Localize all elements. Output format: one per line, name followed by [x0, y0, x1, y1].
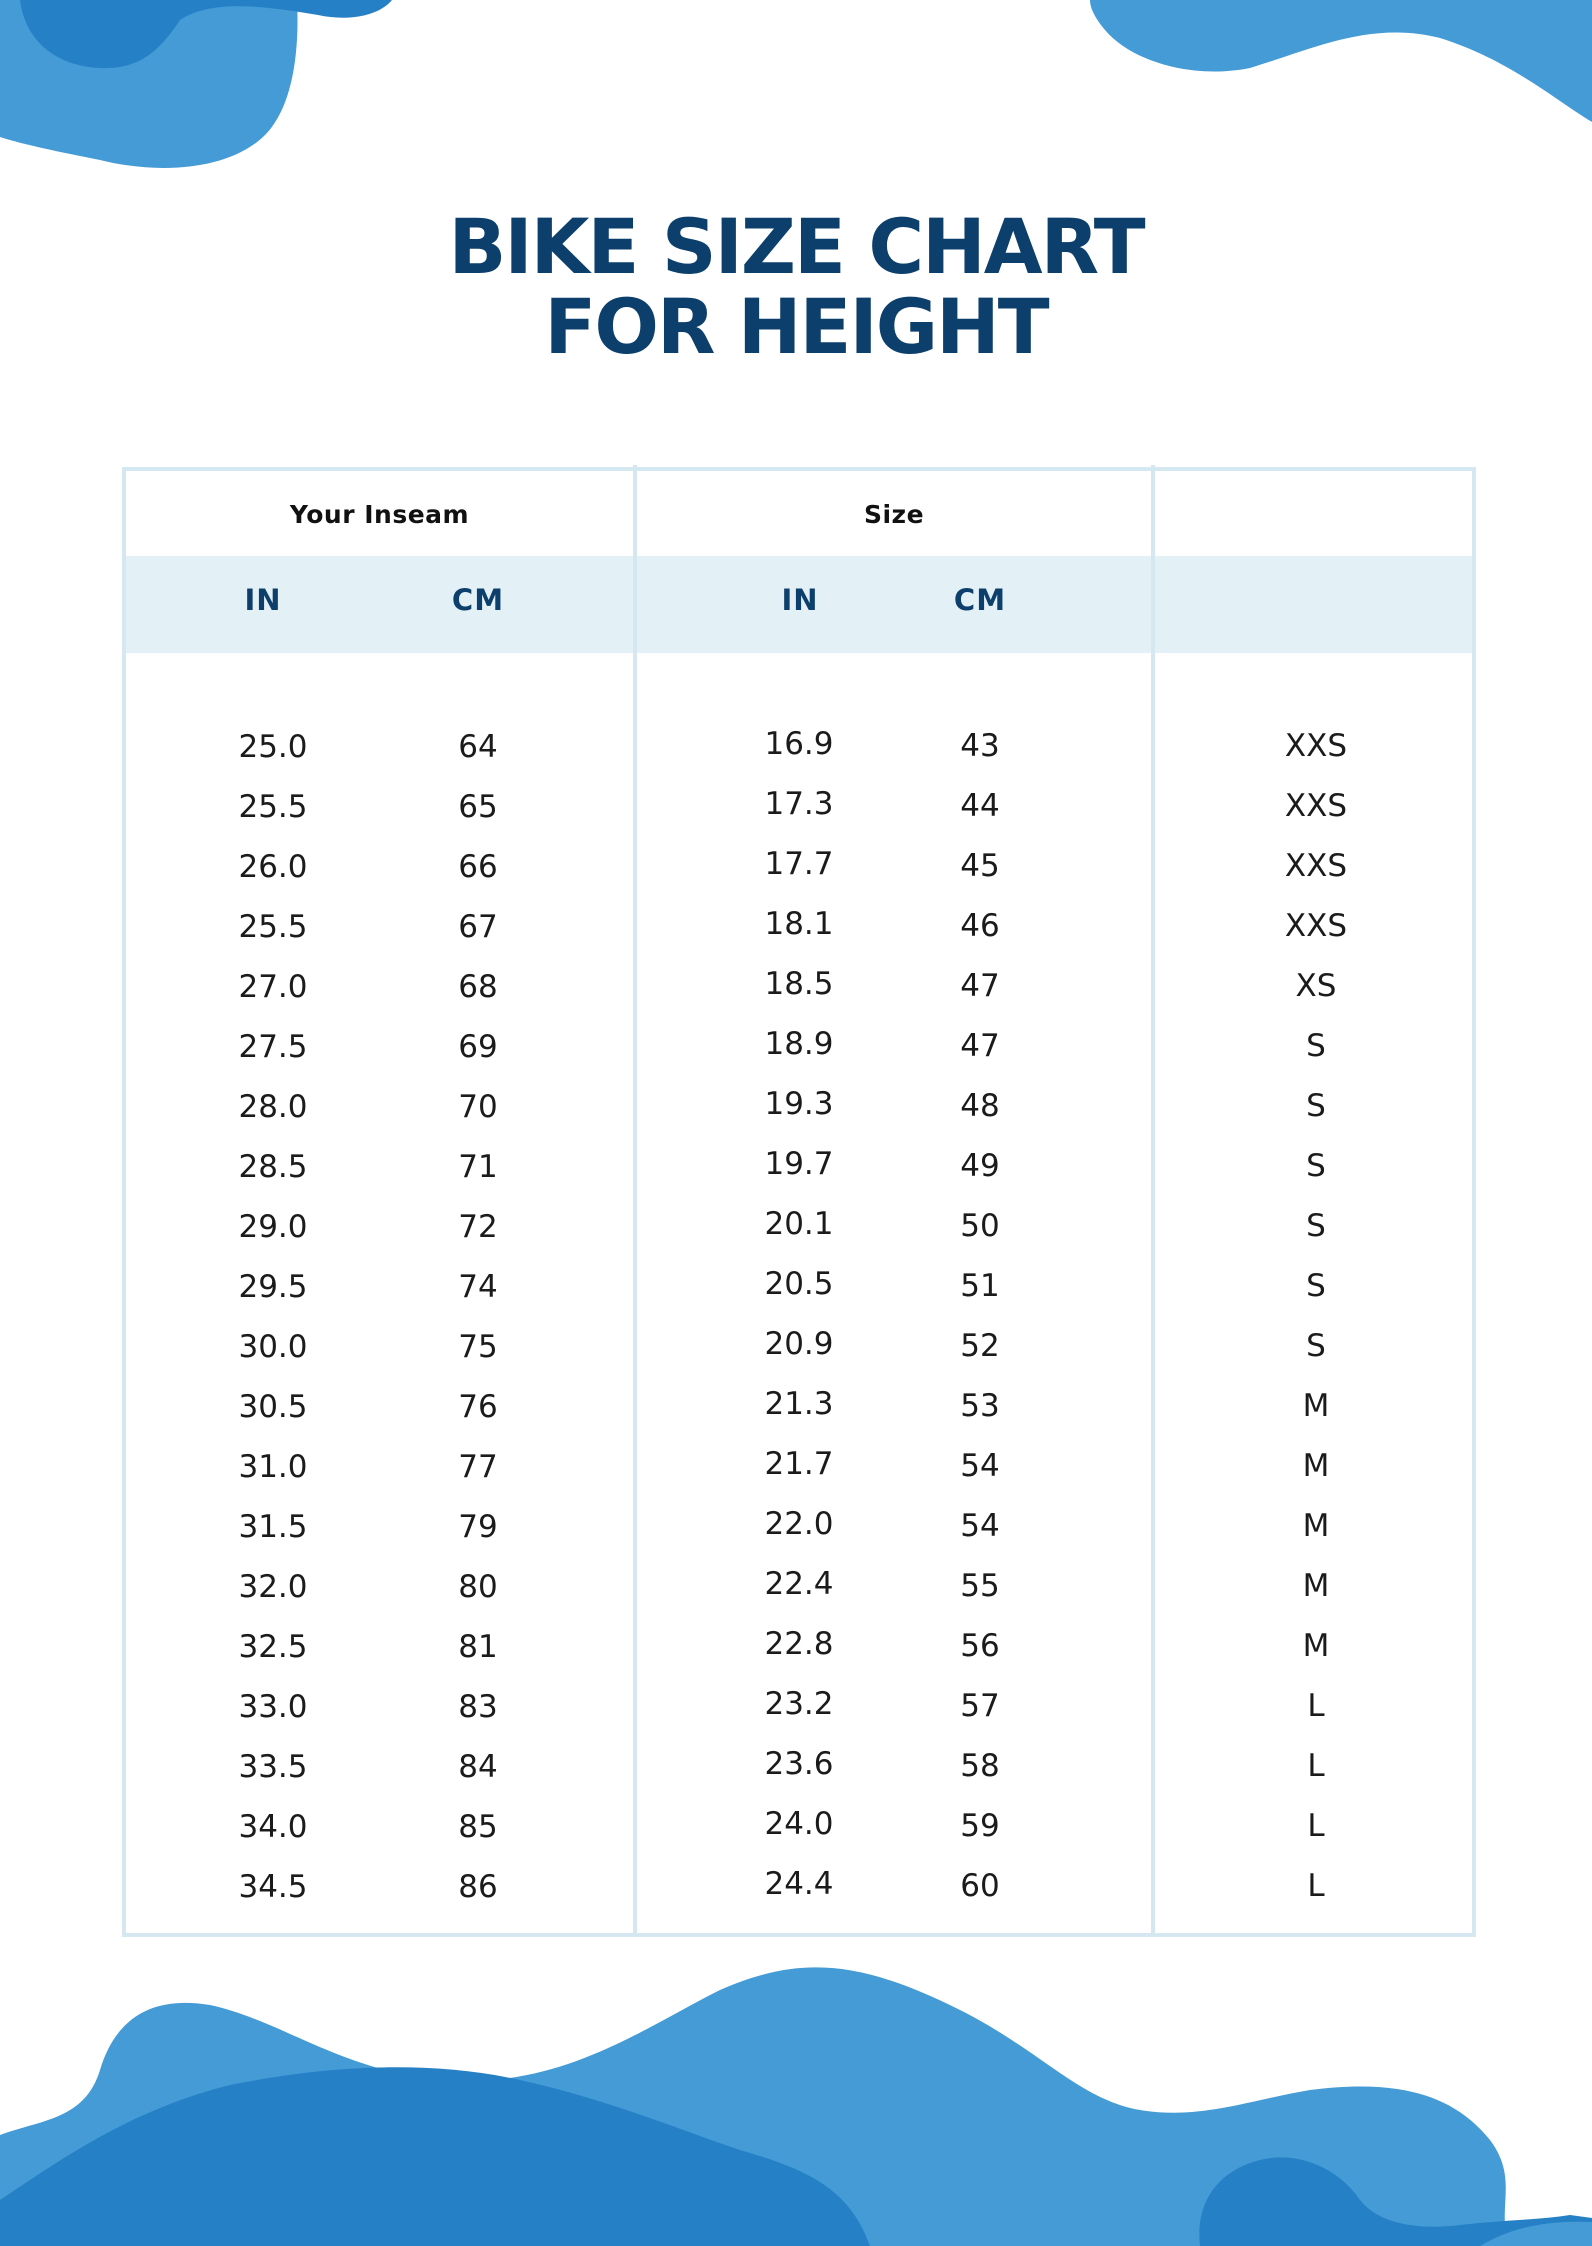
cell-size-cm: 44 — [960, 788, 1000, 824]
cell-size-in: 22.0 — [764, 1506, 834, 1542]
cell-inseam-cm: 65 — [458, 789, 498, 825]
table-row — [0, 1205, 1592, 1265]
table-row — [0, 785, 1592, 845]
cell-inseam-cm: 83 — [458, 1689, 498, 1725]
cell-size-cm: 43 — [960, 728, 1000, 764]
table-row — [0, 1025, 1592, 1085]
cell-inseam-cm: 69 — [458, 1029, 498, 1065]
cell-size-in: 24.4 — [764, 1866, 834, 1902]
cell-size-cm: 47 — [960, 968, 1000, 1004]
cell-size-cm: 57 — [960, 1688, 1000, 1724]
cell-size-cm: 45 — [960, 848, 1000, 884]
cell-size-label: XS — [1295, 968, 1337, 1004]
cell-inseam-cm: 86 — [458, 1869, 498, 1905]
cell-size-label: L — [1307, 1688, 1325, 1724]
subheader-size-cm: CM — [953, 583, 1007, 617]
cell-inseam-in: 33.5 — [238, 1749, 308, 1785]
cell-inseam-in: 30.5 — [238, 1389, 308, 1425]
top-right-wave — [1090, 0, 1592, 122]
cell-size-cm: 54 — [960, 1508, 1000, 1544]
cell-inseam-in: 32.5 — [238, 1629, 308, 1665]
cell-size-label: XXS — [1284, 728, 1348, 764]
cell-size-label: S — [1306, 1268, 1326, 1304]
cell-size-cm: 48 — [960, 1088, 1000, 1124]
cell-inseam-cm: 81 — [458, 1629, 498, 1665]
cell-size-in: 18.1 — [764, 906, 834, 942]
cell-size-label: M — [1302, 1508, 1330, 1544]
cell-size-label: L — [1307, 1748, 1325, 1784]
table-row — [0, 1505, 1592, 1565]
subheader-inseam-cm: CM — [451, 583, 505, 617]
cell-inseam-in: 28.5 — [238, 1149, 308, 1185]
cell-inseam-in: 26.0 — [238, 849, 308, 885]
table-row — [0, 1385, 1592, 1445]
cell-size-label: XXS — [1284, 848, 1348, 884]
cell-size-in: 16.9 — [764, 726, 834, 762]
cell-size-cm: 52 — [960, 1328, 1000, 1364]
cell-size-cm: 59 — [960, 1808, 1000, 1844]
cell-inseam-cm: 68 — [458, 969, 498, 1005]
table-row — [0, 1745, 1592, 1805]
cell-size-label: M — [1302, 1448, 1330, 1484]
cell-size-cm: 54 — [960, 1448, 1000, 1484]
cell-size-in: 20.5 — [764, 1266, 834, 1302]
cell-inseam-cm: 76 — [458, 1389, 498, 1425]
cell-inseam-cm: 80 — [458, 1569, 498, 1605]
cell-size-label: S — [1306, 1328, 1326, 1364]
cell-size-label: M — [1302, 1568, 1330, 1604]
table-row — [0, 1685, 1592, 1745]
cell-inseam-cm: 79 — [458, 1509, 498, 1545]
cell-size-in: 18.5 — [764, 966, 834, 1002]
page-title-line-2: FOR HEIGHT — [544, 282, 1048, 371]
table-row — [0, 725, 1592, 785]
cell-inseam-cm: 85 — [458, 1809, 498, 1845]
cell-inseam-in: 28.0 — [238, 1089, 308, 1125]
cell-inseam-in: 31.0 — [238, 1449, 308, 1485]
cell-size-cm: 50 — [960, 1208, 1000, 1244]
cell-size-in: 18.9 — [764, 1026, 834, 1062]
cell-size-label: S — [1306, 1148, 1326, 1184]
cell-inseam-in: 25.0 — [238, 729, 308, 765]
cell-inseam-in: 29.5 — [238, 1269, 308, 1305]
cell-inseam-in: 25.5 — [238, 909, 308, 945]
header-size: Size — [863, 500, 925, 529]
cell-size-cm: 56 — [960, 1628, 1000, 1664]
cell-inseam-in: 33.0 — [238, 1689, 308, 1725]
cell-inseam-cm: 75 — [458, 1329, 498, 1365]
cell-size-in: 20.1 — [764, 1206, 834, 1242]
cell-size-label: M — [1302, 1628, 1330, 1664]
cell-size-in: 19.3 — [764, 1086, 834, 1122]
cell-inseam-cm: 66 — [458, 849, 498, 885]
cell-inseam-cm: 72 — [458, 1209, 498, 1245]
cell-size-in: 24.0 — [764, 1806, 834, 1842]
table-row — [0, 845, 1592, 905]
cell-inseam-cm: 71 — [458, 1149, 498, 1185]
cell-inseam-in: 30.0 — [238, 1329, 308, 1365]
cell-size-cm: 49 — [960, 1148, 1000, 1184]
cell-size-cm: 58 — [960, 1748, 1000, 1784]
table-row — [0, 905, 1592, 965]
table-row — [0, 1445, 1592, 1505]
cell-size-in: 23.6 — [764, 1746, 834, 1782]
cell-size-label: XXS — [1284, 788, 1348, 824]
table-row — [0, 1625, 1592, 1685]
cell-size-cm: 55 — [960, 1568, 1000, 1604]
cell-size-label: L — [1307, 1868, 1325, 1904]
cell-size-in: 21.3 — [764, 1386, 834, 1422]
cell-size-in: 17.7 — [764, 846, 834, 882]
cell-size-label: L — [1307, 1808, 1325, 1844]
cell-inseam-in: 34.5 — [238, 1869, 308, 1905]
cell-inseam-in: 29.0 — [238, 1209, 308, 1245]
cell-inseam-in: 25.5 — [238, 789, 308, 825]
cell-inseam-in: 31.5 — [238, 1509, 308, 1545]
cell-size-in: 22.8 — [764, 1626, 834, 1662]
cell-size-in: 20.9 — [764, 1326, 834, 1362]
cell-size-label: S — [1306, 1208, 1326, 1244]
cell-inseam-in: 34.0 — [238, 1809, 308, 1845]
cell-inseam-in: 27.5 — [238, 1029, 308, 1065]
cell-inseam-cm: 74 — [458, 1269, 498, 1305]
table-row — [0, 1085, 1592, 1145]
cell-size-cm: 60 — [960, 1868, 1000, 1904]
table-row — [0, 1805, 1592, 1865]
subheader-inseam-in: IN — [244, 583, 282, 617]
cell-size-in: 19.7 — [764, 1146, 834, 1182]
cell-size-label: S — [1306, 1028, 1326, 1064]
cell-inseam-in: 27.0 — [238, 969, 308, 1005]
cell-size-in: 17.3 — [764, 786, 834, 822]
table-row — [0, 1145, 1592, 1205]
table-body — [0, 725, 1592, 1925]
table-row — [0, 1865, 1592, 1925]
cell-size-cm: 46 — [960, 908, 1000, 944]
table-row — [0, 1265, 1592, 1325]
cell-inseam-cm: 67 — [458, 909, 498, 945]
table-row — [0, 965, 1592, 1025]
table-row — [0, 1325, 1592, 1385]
cell-inseam-in: 32.0 — [238, 1569, 308, 1605]
cell-size-cm: 51 — [960, 1268, 1000, 1304]
cell-inseam-cm: 70 — [458, 1089, 498, 1125]
cell-inseam-cm: 84 — [458, 1749, 498, 1785]
cell-size-in: 23.2 — [764, 1686, 834, 1722]
cell-size-label: S — [1306, 1088, 1326, 1124]
subheader-size-in: IN — [781, 583, 819, 617]
cell-size-label: M — [1302, 1388, 1330, 1424]
table-row — [0, 1565, 1592, 1625]
header-your-inseam: Your Inseam — [289, 500, 470, 529]
cell-inseam-cm: 77 — [458, 1449, 498, 1485]
page-title-line-1: BIKE SIZE CHART — [448, 202, 1144, 291]
cell-size-cm: 53 — [960, 1388, 1000, 1424]
cell-size-cm: 47 — [960, 1028, 1000, 1064]
cell-size-in: 22.4 — [764, 1566, 834, 1602]
cell-size-in: 21.7 — [764, 1446, 834, 1482]
cell-inseam-cm: 64 — [458, 729, 498, 765]
cell-size-label: XXS — [1284, 908, 1348, 944]
